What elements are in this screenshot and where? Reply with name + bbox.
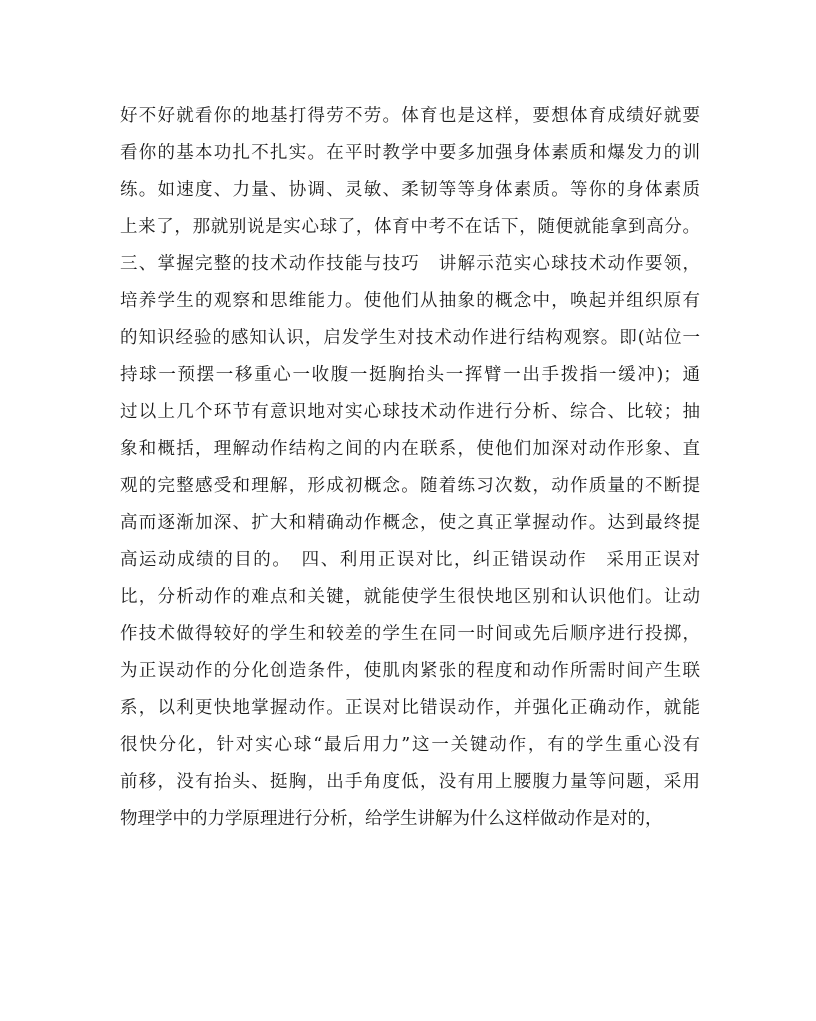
text-line: 物理学中的力学原理进行分析，给学生讲解为什么这样做动作是对的， [120,809,663,829]
text-line: 三、掌握完整的技术动作技能与技巧 讲解示范实心球技术动作要领， [120,254,700,274]
text-line: 系，以利更快地掌握动作。正误对比错误动作，并强化正确动作，就能 [120,698,700,718]
text-line: 前移，没有抬头、挺胸，出手角度低，没有用上腰腹力量等问题，采用 [120,772,700,792]
text-line: 高而逐渐加深、扩大和精确动作概念，使之真正掌握动作。达到最终提 [120,513,700,533]
text-line: 的知识经验的感知认识，启发学生对技术动作进行结构观察。即(站位一 [120,328,700,348]
text-line: 很快分化，针对实心球“最后用力”这一关键动作，有的学生重心没有 [120,735,700,755]
text-line: 观的完整感受和理解，形成初概念。随着练习次数，动作质量的不断提 [120,476,700,496]
text-line: 高运动成绩的目的。 四、利用正误对比，纠正错误动作 采用正误对 [120,550,700,570]
text-line: 作技术做得较好的学生和较差的学生在同一时间或先后顺序进行投掷， [120,624,700,644]
body-text [120,103,700,843]
text-line: 好不好就看你的地基打得劳不劳。体育也是这样，要想体育成绩好就要 [120,106,700,126]
text-line: 培养学生的观察和思维能力。使他们从抽象的概念中，唤起并组织原有 [120,291,700,311]
text-line: 象和概括，理解动作结构之间的内在联系，使他们加深对动作形象、直 [120,439,700,459]
text-line: 练。如速度、力量、协调、灵敏、柔韧等等身体素质。等你的身体素质 [120,180,700,200]
text-line: 过以上几个环节有意识地对实心球技术动作进行分析、综合、比较；抽 [120,402,700,422]
text-line: 持球一预摆一移重心一收腹一挺胸抬头一挥臂一出手拨指一缓冲)；通 [120,365,700,385]
text-line: 看你的基本功扎不扎实。在平时教学中要多加强身体素质和爆发力的训 [120,143,700,163]
text-line: 为正误动作的分化创造条件，使肌肉紧张的程度和动作所需时间产生联 [120,661,700,681]
text-line: 上来了，那就别说是实心球了，体育中考不在话下，随便就能拿到高分。 [120,217,700,237]
text-line: 比，分析动作的难点和关键，就能使学生很快地区别和认识他们。让动 [120,587,700,607]
